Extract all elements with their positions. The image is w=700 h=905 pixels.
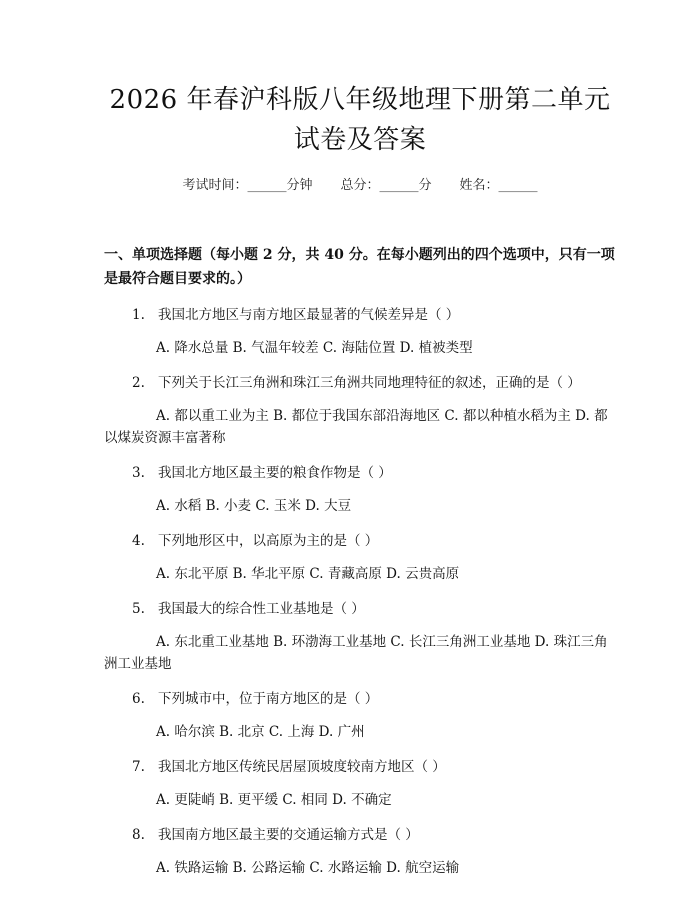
question-item — [104, 598, 616, 675]
question-stem: 我国北方地区传统民居屋顶坡度较南方地区（ ） — [158, 759, 446, 775]
question-stem: 下列城市中，位于南方地区的是（ ） — [158, 691, 379, 707]
question-stem: 下列地形区中，以高原为主的是（ ） — [158, 533, 379, 549]
question-number: 7. — [132, 759, 145, 775]
question-number: 5. — [132, 601, 145, 617]
question-options: A. 哈尔滨 B. 北京 C. 上海 D. 广州 — [156, 724, 365, 740]
question-stem: 下列关于长江三角洲和珠江三角洲共同地理特征的叙述，正确的是（ ） — [158, 375, 581, 391]
section-heading-single-choice: 一、单项选择题（每小题 2 分，共 40 分。在每小题列出的四个选项中，只有一项是最符合题目要求的。） — [104, 247, 615, 287]
question-options: A. 都以重工业为主 B. 都位于我国东部沿海地区 C. 都以种植水稻为主 D. 都以煤炭资源丰富著称 — [104, 408, 608, 446]
question-item — [104, 824, 616, 879]
question-stem: 我国最大的综合性工业基地是（ ） — [158, 601, 365, 617]
student-name-label: 姓名：______ — [459, 178, 538, 193]
question-item — [104, 372, 616, 449]
question-item — [104, 756, 616, 811]
exam-meta — [104, 174, 616, 193]
question-options: A. 降水总量 B. 气温年较差 C. 海陆位置 D. 植被类型 — [156, 340, 473, 356]
question-number: 3. — [132, 465, 145, 481]
exam-title: 2026 年春沪科版八年级地理下册第二单元试卷及答案 — [109, 85, 611, 155]
question-options: A. 水稻 B. 小麦 C. 玉米 D. 大豆 — [156, 498, 352, 514]
question-options: A. 铁路运输 B. 公路运输 C. 水路运输 D. 航空运输 — [156, 860, 460, 876]
question-options: A. 更陡峭 B. 更平缓 C. 相同 D. 不确定 — [156, 792, 392, 808]
total-score-label: 总分：______分 — [340, 178, 432, 193]
question-stem: 我国南方地区最主要的交通运输方式是（ ） — [158, 827, 419, 843]
question-stem: 我国北方地区与南方地区最显著的气候差异是（ ） — [158, 307, 460, 323]
question-number: 1. — [132, 307, 145, 323]
question-number: 6. — [132, 691, 145, 707]
question-list — [104, 304, 616, 879]
question-item — [104, 304, 616, 359]
exam-time-label: 考试时间：______分钟 — [182, 178, 313, 193]
question-number: 2. — [132, 375, 145, 391]
question-options: A. 东北平原 B. 华北平原 C. 青藏高原 D. 云贵高原 — [156, 566, 460, 582]
question-options: A. 东北重工业基地 B. 环渤海工业基地 C. 长江三角洲工业基地 D. 珠江三角洲工业基地 — [104, 634, 608, 672]
question-item — [104, 530, 616, 585]
question-number: 4. — [132, 533, 145, 549]
question-number: 8. — [132, 827, 145, 843]
question-item — [104, 462, 616, 517]
question-item — [104, 688, 616, 743]
question-stem: 我国北方地区最主要的粮食作物是（ ） — [158, 465, 392, 481]
